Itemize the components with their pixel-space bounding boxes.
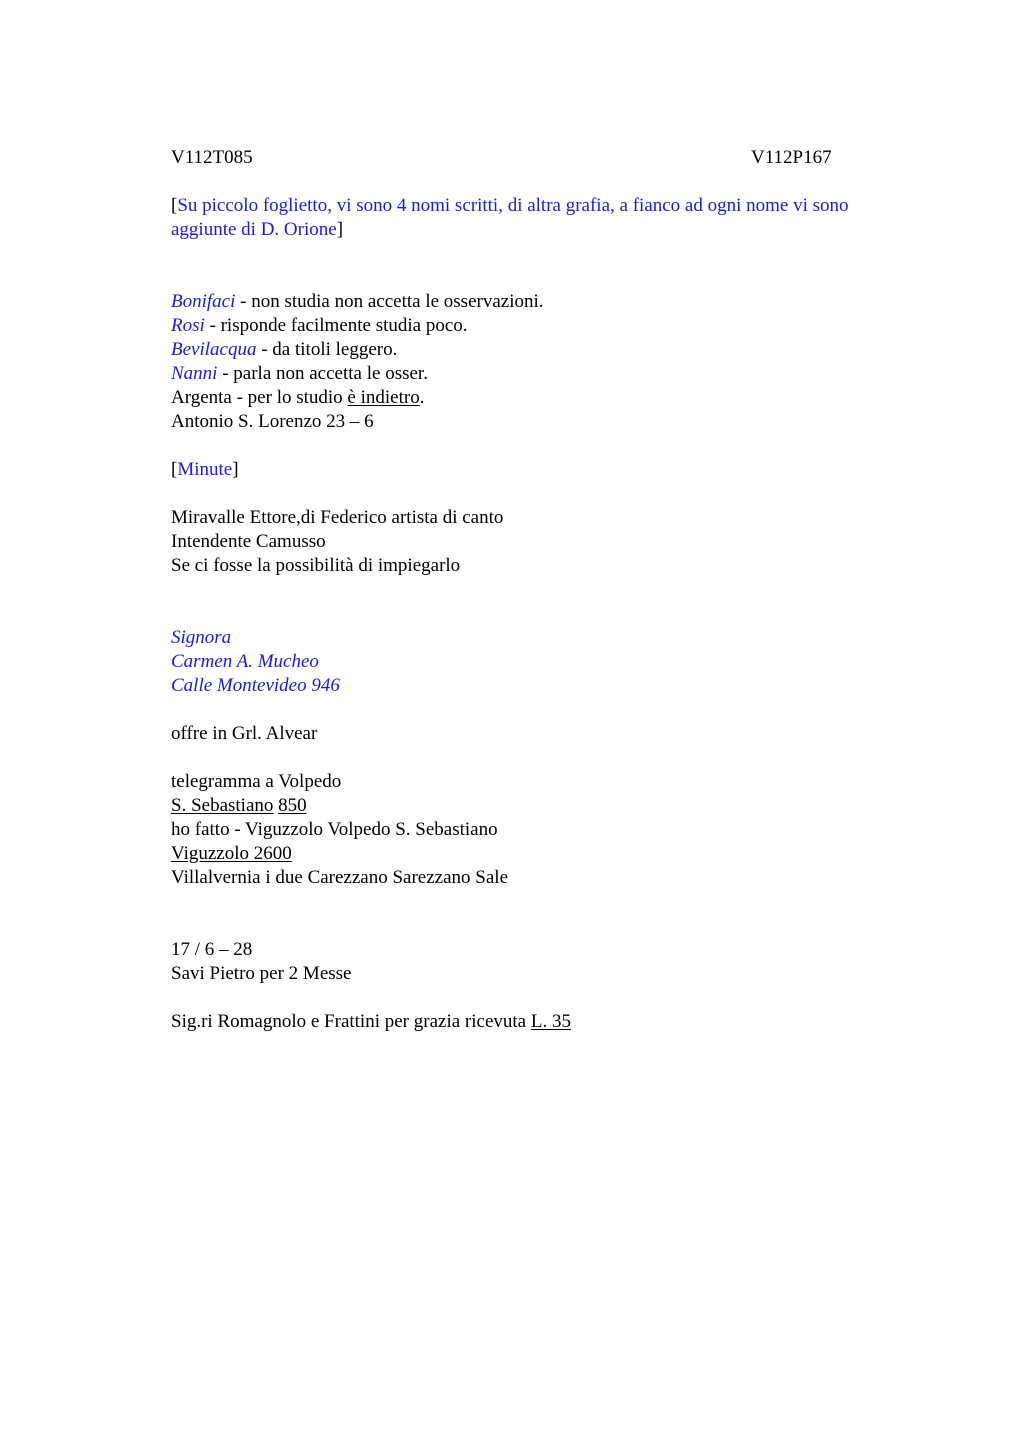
name-entry: [171, 314, 931, 338]
minute-open-bracket: [: [171, 459, 178, 480]
document-header: [171, 146, 931, 170]
telegram-block: [171, 770, 931, 890]
date-line: 17 / 6 – 28: [171, 939, 253, 960]
person-name: Bonifaci: [171, 291, 236, 312]
date-block: [171, 938, 931, 986]
sebastiano-line: [171, 794, 931, 818]
villalvernia-line: Villalvernia i due Carezzano Sarezzano Sale: [171, 867, 508, 888]
note-open-bracket: [: [171, 195, 178, 216]
person-comment: - da titoli leggero.: [256, 339, 398, 360]
minute-label: [171, 458, 931, 482]
miravalle-line: Intendente Camusso: [171, 531, 326, 552]
names-list: [171, 290, 931, 434]
argenta-line: [171, 386, 931, 410]
address-line: Carmen A. Mucheo: [171, 651, 319, 672]
savi-line: Savi Pietro per 2 Messe: [171, 963, 352, 984]
person-comment: - non studia non accetta le osservazioni.: [235, 291, 544, 312]
person-name: Rosi: [171, 315, 205, 336]
hofatto-line: ho fatto - Viguzzolo Volpedo S. Sebastiano: [171, 819, 498, 840]
document-code-right: V112P167: [751, 147, 832, 168]
sebastiano-place: S. Sebastiano: [171, 795, 274, 816]
telegramma-line: telegramma a Volpedo: [171, 771, 342, 792]
address-line: Signora: [171, 627, 232, 648]
romagnolo-line: [171, 1010, 931, 1034]
name-entry: [171, 362, 931, 386]
address-line: Calle Montevideo 946: [171, 675, 340, 696]
name-entry: [171, 338, 931, 362]
romagnolo-amount: L. 35: [530, 1011, 571, 1032]
document-code-left: V112T085: [171, 147, 253, 168]
address-block: [171, 626, 931, 698]
miravalle-line: Miravalle Ettore,di Federico artista di canto: [171, 507, 504, 528]
minute-close-bracket: ]: [232, 459, 239, 480]
viguzzolo-line: Viguzzolo 2600: [171, 843, 292, 864]
note-text: Su piccolo foglietto, vi sono 4 nomi scritti, di altra grafia, a fianco ad ogni nome vi sono aggiunte di D. Orione: [171, 195, 849, 240]
name-entry: [171, 290, 931, 314]
person-name: Nanni: [171, 363, 218, 384]
editorial-note: [171, 194, 916, 242]
argenta-prefix: Argenta - per lo studio: [171, 387, 348, 408]
romagnolo-prefix: Sig.ri Romagnolo e Frattini per grazia ricevuta: [171, 1011, 531, 1032]
person-comment: - parla non accetta le osser.: [217, 363, 428, 384]
antonio-line: Antonio S. Lorenzo 23 – 6: [171, 411, 374, 432]
offre-line: offre in Grl. Alvear: [171, 723, 318, 744]
miravalle-block: [171, 506, 931, 578]
note-close-bracket: ]: [336, 219, 344, 240]
miravalle-line: Se ci fosse la possibilità di impiegarlo: [171, 555, 461, 576]
sebastiano-amount: 850: [278, 795, 307, 816]
argenta-underlined: è indietro: [347, 387, 420, 408]
person-name: Bevilacqua: [171, 339, 257, 360]
document-page: [171, 146, 931, 1034]
argenta-suffix: .: [419, 387, 425, 408]
minute-text: Minute: [177, 459, 233, 480]
person-comment: - risponde facilmente studia poco.: [204, 315, 468, 336]
